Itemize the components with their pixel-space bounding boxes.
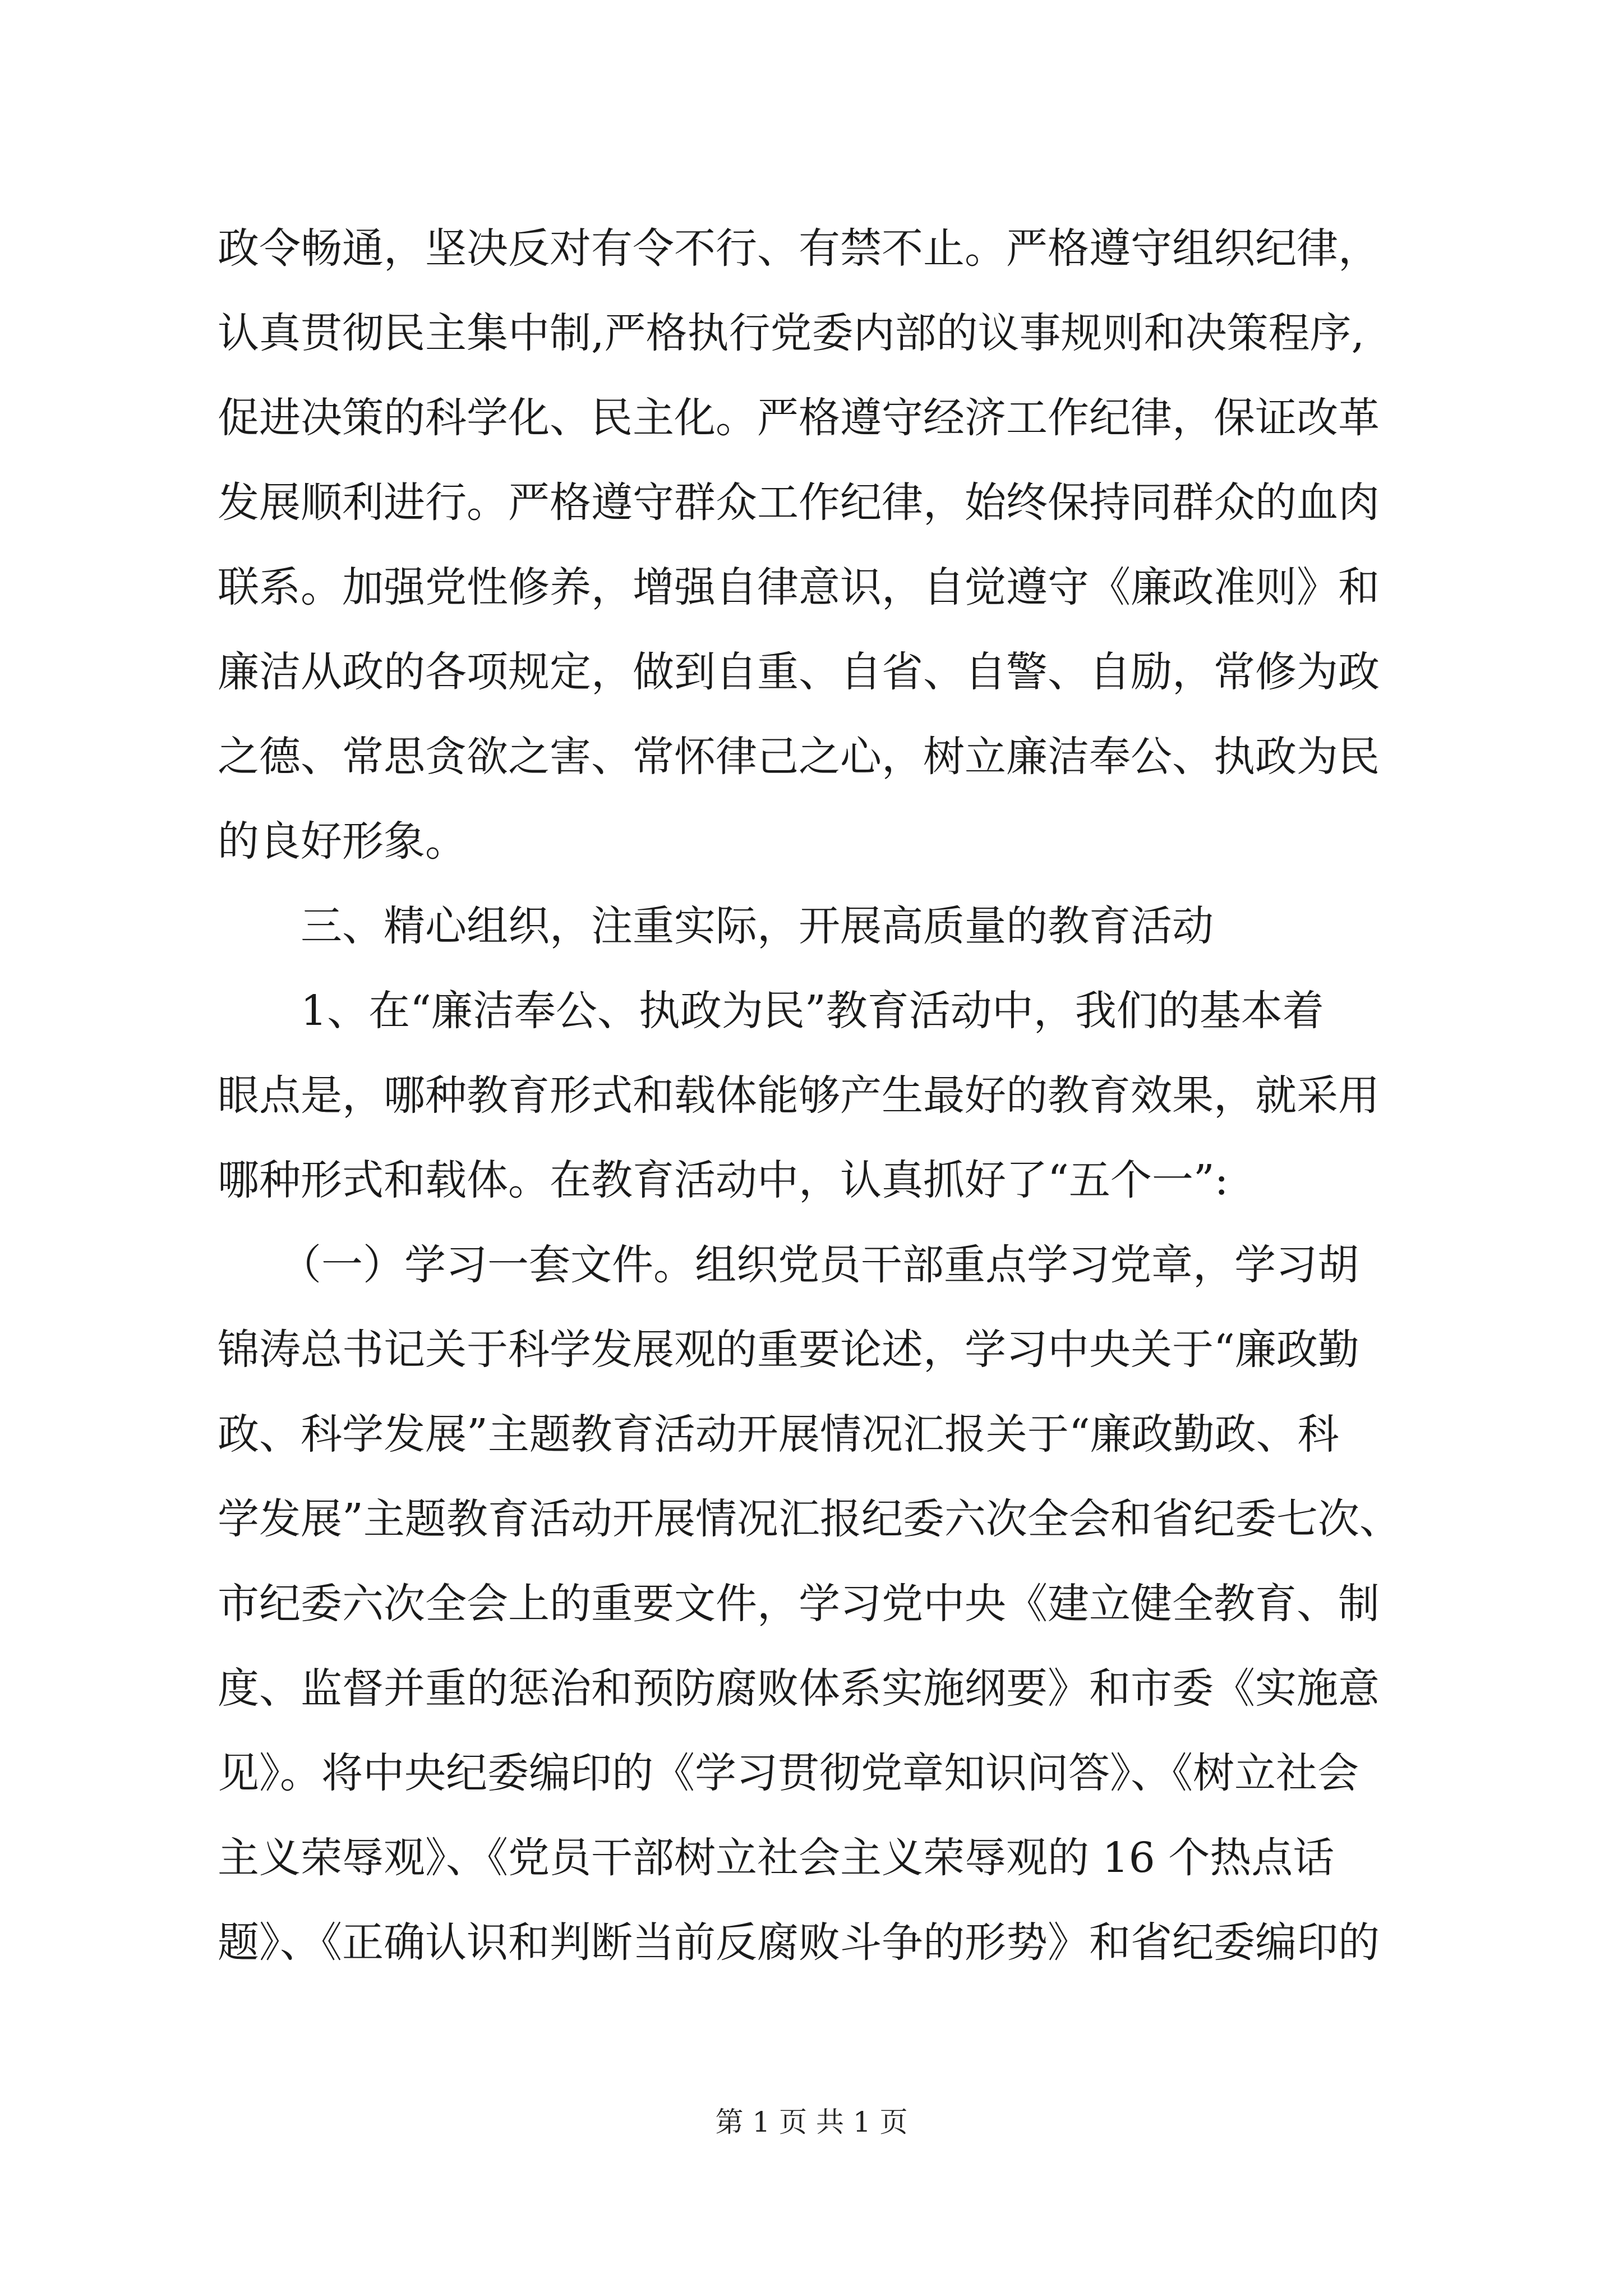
paragraph-line: 廉洁从政的各项规定，做到自重、自省、自警、自励，常修为政: [218, 648, 1380, 696]
paragraph-line: 题》、《正确认识和判断当前反腐败斗争的形势》和省纪委编印的: [218, 1918, 1380, 1967]
paragraph-line: 1、在“廉洁奉公、执政为民”教育活动中，我们的基本着: [218, 987, 1324, 1035]
paragraph-line: 哪种形式和载体。在教育活动中，认真抓好了“五个一”:: [218, 1156, 1229, 1204]
paragraph-line: （一）学习一套文件。组织党员干部重点学习党章，学习胡: [218, 1241, 1359, 1289]
paragraph-line: 政令畅通，坚决反对有令不行、有禁不止。严格遵守组织纪律，: [218, 224, 1380, 273]
page-footer: 第 1 页 共 1 页: [715, 2106, 908, 2138]
paragraph-line: 市纪委六次全会上的重要文件，学习党中央《建立健全教育、制: [218, 1580, 1380, 1628]
paragraph-line: 学发展”主题教育活动开展情况汇报纪委六次全会和省纪委七次、: [218, 1495, 1401, 1543]
paragraph-line: 度、监督并重的惩治和预防腐败体系实施纲要》和市委《实施意: [218, 1664, 1380, 1713]
paragraph-line: 政、科学发展”主题教育活动开展情况汇报关于“廉政勤政、科: [218, 1410, 1339, 1458]
paragraph-line: 发展顺利进行。严格遵守群众工作纪律，始终保持同群众的血肉: [218, 478, 1380, 527]
paragraph-line: 见》。将中央纪委编印的《学习贯彻党章知识问答》、《树立社会: [218, 1749, 1359, 1797]
paragraph-line: 主义荣辱观》、《党员干部树立社会主义荣辱观的 16 个热点话: [218, 1834, 1335, 1882]
paragraph-line: 锦涛总书记关于科学发展观的重要论述，学习中央关于“廉政勤: [218, 1326, 1359, 1374]
paragraph-line: 之德、常思贪欲之害、常怀律己之心，树立廉洁奉公、执政为民: [218, 733, 1380, 781]
paragraph-line: 促进决策的科学化、民主化。严格遵守经济工作纪律，保证改革: [218, 394, 1380, 442]
document-body: [218, 206, 1479, 1985]
paragraph-line: 眼点是，哪种教育形式和载体能够产生最好的教育效果，就采用: [218, 1071, 1380, 1120]
paragraph-line: 的良好形象。: [218, 817, 467, 866]
section-heading: 三、精心组织，注重实际，开展高质量的教育活动: [218, 902, 1214, 950]
paragraph-line: 认真贯彻民主集中制,严格执行党委内部的议事规则和决策程序,: [218, 309, 1365, 357]
paragraph-line: 联系。加强党性修养，增强自律意识，自觉遵守《廉政准则》和: [218, 563, 1380, 611]
